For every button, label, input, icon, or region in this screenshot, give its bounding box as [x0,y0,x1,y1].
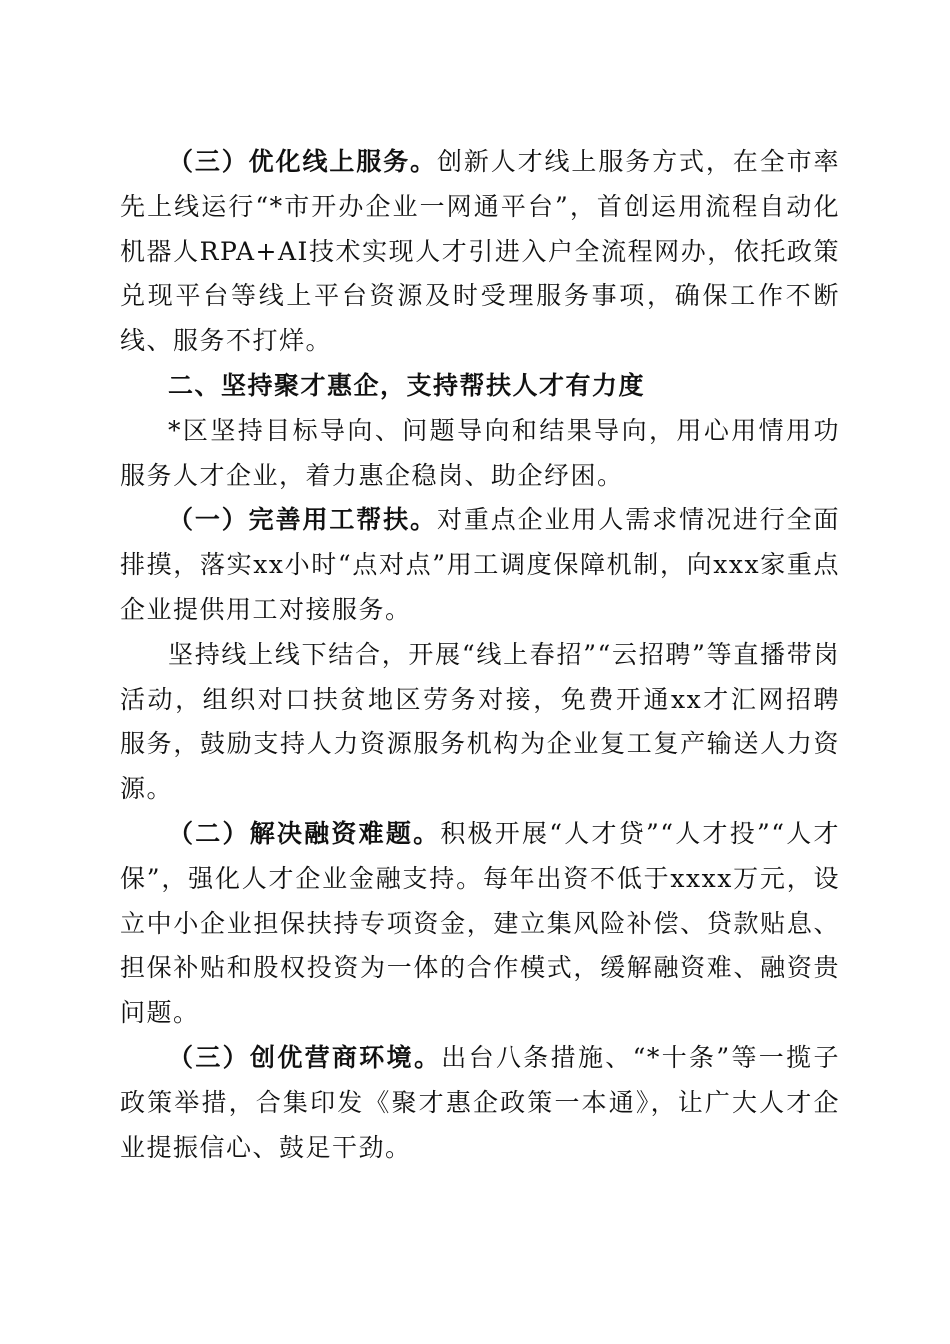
paragraph-body: 对重点企业用人需求情况进行全面排摸，落实xx小时“点对点”用工调度保障机制，向xxx家重点企业提供用工对接服务。 [120,505,840,624]
paragraph-body: *区坚持目标导向、问题导向和结果导向，用心用情用功服务人才企业，着力惠企稳岗、助企纾困。 [120,415,840,490]
paragraph-lead: （二）解决融资难题。 [168,818,441,848]
paragraph-body: 出台八条措施、“*十条”等一揽子政策举措，合集印发《聚才惠企政策一本通》，让广大人才企业提振信心、鼓足干劲。 [120,1042,840,1162]
paragraph-body: 坚持线上线下结合，开展“线上春招”“云招聘”等直播带岗活动，组织对口扶贫地区劳务对接，免费开通xx才汇网招聘服务，鼓励支持人力资源服务机构为企业复工复产输送人力资源。 [120,639,840,804]
paragraph-online-offline [120,633,840,812]
paragraph-intro [120,409,840,499]
paragraph-labor-support [120,498,840,632]
paragraph-body: 创新人才线上服务方式，在全市率先上线运行“*市开办企业一网通平台”，首创运用流程自动化机器人RPA+AI技术实现人才引进入户全流程网办，依托政策兑现平台等线上平台资源及时受理服务事项，确保工作不断线、服务不打烊。 [120,147,840,356]
section-heading: 二、坚持聚才惠企，支持帮扶人才有力度 [168,370,646,400]
paragraph-lead: （三）创优营商环境。 [168,1042,442,1072]
paragraph-financing [120,812,840,1036]
paragraph-lead: （一）完善用工帮扶。 [168,505,437,535]
paragraph-online-service [120,140,840,364]
paragraph-lead: （三）优化线上服务。 [168,147,437,176]
paragraph-business-environment [120,1036,840,1170]
document-page [120,140,840,1170]
paragraph-body: 积极开展“人才贷”“人才投”“人才保”，强化人才企业金融支持。每年出资不低于xxxx万元，设立中小企业担保扶持专项资金，建立集风险补偿、贷款贴息、担保补贴和股权投资为一体的合作模式，缓解融资难、融资贵问题。 [120,818,840,1028]
